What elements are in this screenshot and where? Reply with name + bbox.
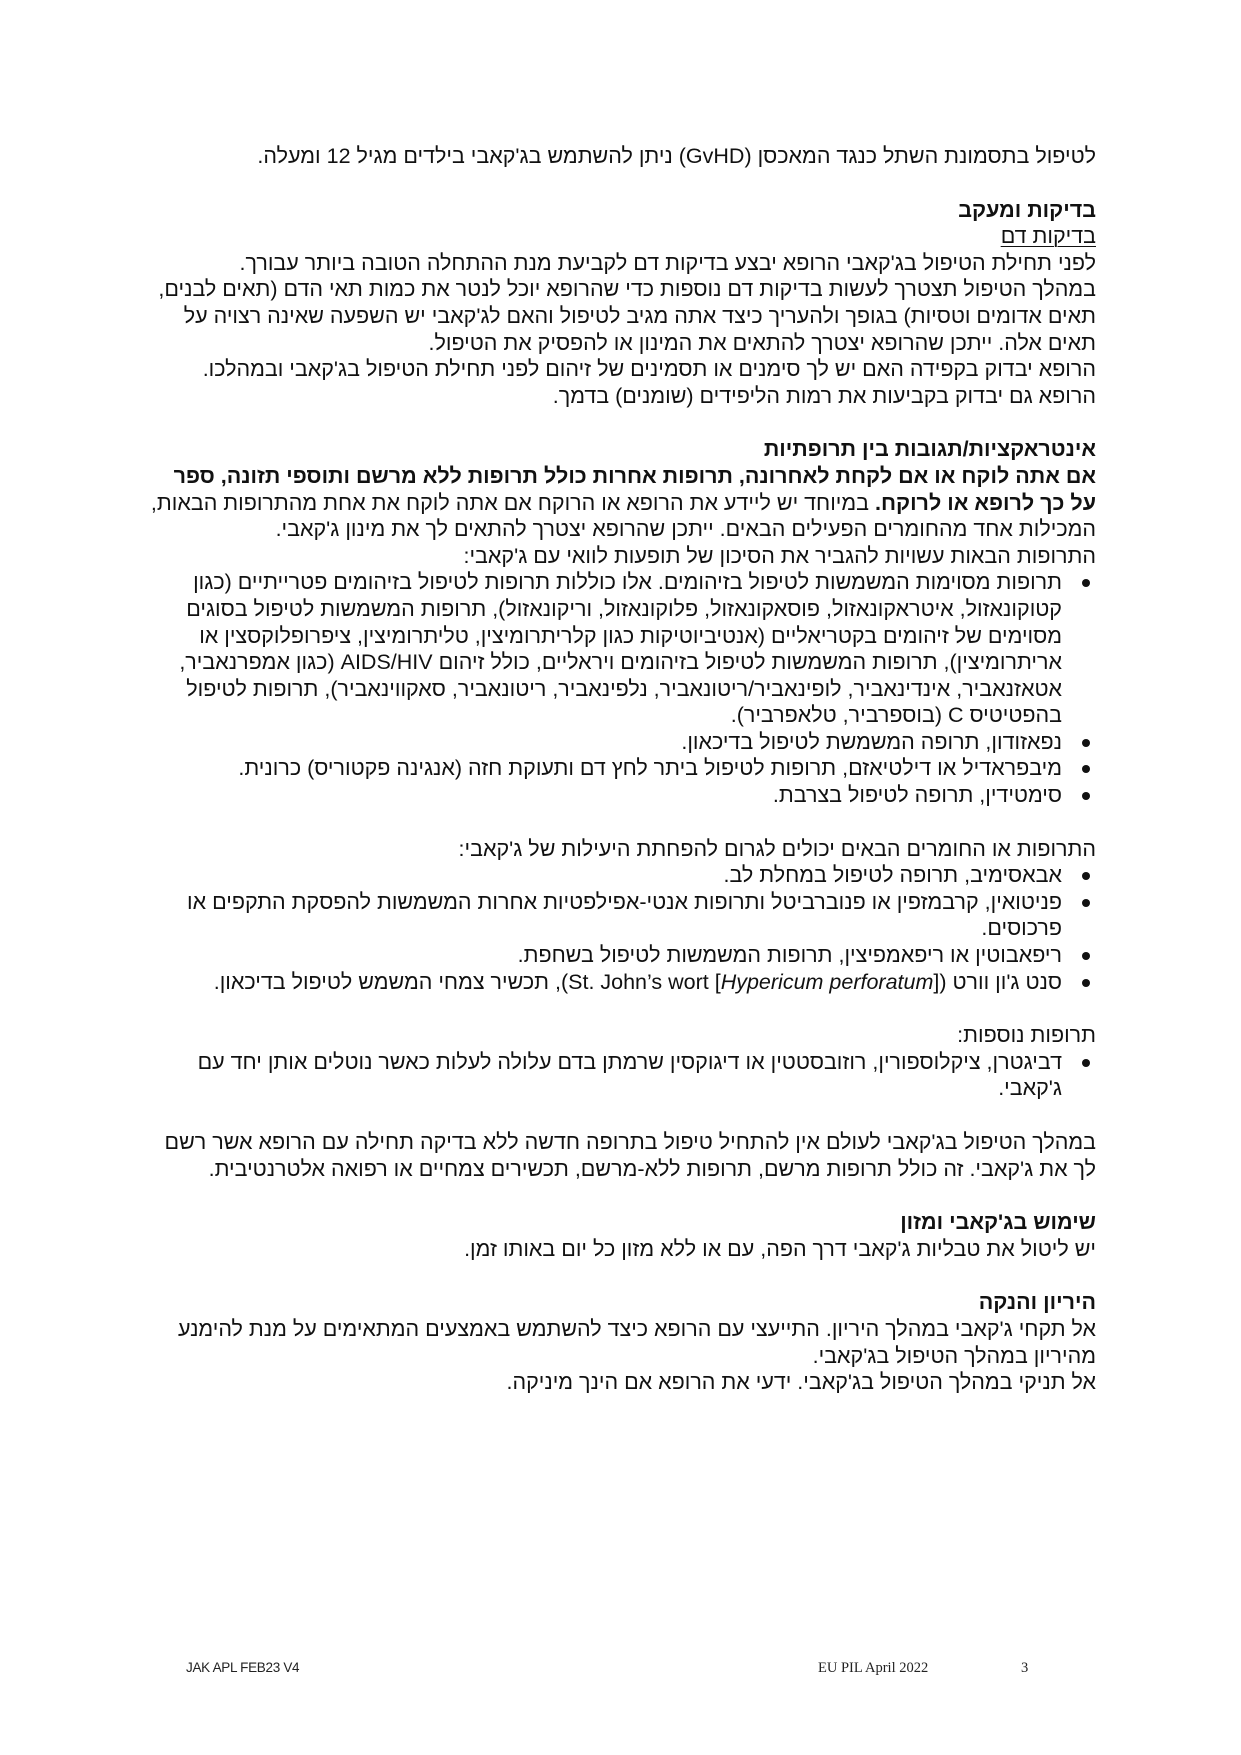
new-medication-warning: במהלך הטיפול בג'קאבי לעולם אין להתחיל טיפול בתרופה חדשה ללא בדיקה תחילה עם הרופא אשר רשם לך את ג'קאבי. זה כולל תרופות מרשם, תרופות ללא-מרשם, תכשירים צמחיים או רפואה אלטרנטיבית.: [164, 1130, 1096, 1181]
spacer: [150, 1102, 1096, 1129]
list-item: ריפאבוטין או ריפאמפיצין, תרופות המשמשות לטיפול בשחפת.: [150, 942, 1096, 969]
section-title-interactions: אינטראקציות/תגובות בין תרופתיות: [763, 437, 1096, 462]
document-page: [150, 143, 1096, 1396]
tests-paragraph-3: הרופא יבדוק בקפידה האם יש לך סימנים או תסמינים של זיהום לפני תחילת הטיפול בג'קאבי ובמהלכו. הרופא גם יבדוק בקביעות את רמות הליפידים (שומנים) בדמך.: [202, 357, 1096, 408]
footer-doc-code: JAK APL FEB23 V4: [186, 1660, 300, 1675]
list-item: סימטידין, תרופה לטיפול בצרבת.: [150, 782, 1096, 809]
list-item-st-johns-wort: [150, 969, 1096, 996]
pregnancy-paragraph-1: אל תקחי ג'קאבי במהלך היריון. התייעצי עם הרופא כיצד להשתמש באמצעים המתאימים על מנת להימנע מהיריון במהלך הטיפול בג'קאבי.: [177, 1316, 1096, 1368]
st-johns-before: סנט ג'ון וורט (: [939, 969, 1062, 994]
st-johns-latin-italic: Hypericum perforatum: [720, 969, 934, 994]
list-item: פניטואין, קרבמזפין או פנוברביטל ותרופות אנטי-אפילפטיות אחרות המשמשות להפסקת התקפים או פרכוסים.: [150, 889, 1096, 942]
st-johns-latin: [568, 970, 939, 994]
section-title-tests: בדיקות ומעקב: [958, 197, 1096, 222]
tests-section: [150, 197, 1096, 410]
footer-page-number: 3: [1021, 1660, 1029, 1676]
pregnancy-paragraph-2: אל תניקי במהלך הטיפול בג'קאבי. ידעי את הרופא אם הינך מיניקה.: [506, 1370, 1096, 1395]
gvhd-paragraph: לטיפול בתסמונת השתל כנגד המאכסן (GvHD) ניתן להשתמש בג'קאבי בילדים מגיל 12 ומעלה.: [257, 144, 1096, 168]
section-title-pregnancy: היריון והנקה: [978, 1290, 1096, 1315]
list-item: מיבפראדיל או דילטיאזם, תרופות לטיפול ביתר לחץ דם ותעוקת חזה (אנגינה פקטוריס) כרונית.: [150, 755, 1096, 782]
list-item: נפאזודון, תרופה המשמשת לטיפול בדיכאון.: [150, 729, 1096, 756]
page-footer: [0, 1660, 1241, 1684]
subsection-title-blood-tests: בדיקות דם: [1000, 224, 1096, 249]
food-section: [150, 1209, 1096, 1262]
interactions-intro-bold: אם אתה לוקח או אם לקחת לאחרונה, תרופות אחרות כולל תרופות ללא מרשם ותוספי תזונה, ספר על כך לרופא או לרוקח.: [173, 463, 1096, 515]
additional-heading: תרופות נוספות:: [957, 1023, 1096, 1048]
pregnancy-section: [150, 1289, 1096, 1395]
reduce-effect-list: [150, 862, 1096, 995]
st-johns-latin-close: ]: [933, 969, 940, 994]
list-item: אבאסימיב, תרופה לטיפול במחלת לב.: [150, 862, 1096, 889]
spacer: [150, 170, 1096, 197]
footer-version: EU PIL April 2022: [818, 1660, 929, 1676]
list-item: דביגטרן, ציקלוספורין, רוזובסטטין או דיגוקסין שרמתן בדם עלולה לעלות כאשר נוטלים אותן יחד עם ג'קאבי.: [150, 1049, 1096, 1102]
spacer: [150, 1182, 1096, 1209]
interactions-intro-rest: במיוחד יש ליידע את הרופא או הרוקח אם אתה לוקח את אחת מהתרופות הבאות, המכילות אחד מהחומרים הפעילים הבאים. ייתכן שהרופא יצטרך להתאים לך את מינון ג'קאבי.: [150, 490, 1096, 542]
section-title-food: שימוש בג'קאבי ומזון: [900, 1210, 1096, 1235]
reduce-effect-heading: התרופות או החומרים הבאים יכולים לגרום להפחתת היעילות של ג'קאבי:: [458, 836, 1096, 861]
food-paragraph: יש ליטול את טבליות ג'קאבי דרך הפה, עם או ללא מזון כל יום באותו זמן.: [464, 1236, 1096, 1261]
increase-risk-heading: התרופות הבאות עשויות להגביר את הסיכון של תופעות לוואי עם ג'קאבי:: [463, 543, 1096, 568]
list-item: תרופות מסוימות המשמשות לטיפול בזיהומים. אלו כוללות תרופות לטיפול בזיהומים פטרייתיים (כגון קטוקונאזול, איטראקונאזול, פוסאקונאזול, פלוקונאזול, וריקונאזול), תרופות המשמשות לטיפול בסוגים מסוימים של זיהומים בקטריאליים (אנטיביוטיקות כגון קלריתרומיצין, טליתרומיצין, ציפרופלוקסצין או אריתרומיצין), תרופות המשמשות לטיפול בזיהומים ויראליים, כולל זיהום AIDS/HIV (כגון אמפרנאביר, אטאזנאביר, אינדינאביר, לופינאביר/ריטונאביר, נלפינאביר, ריטונאביר, סאקווינאביר), תרופות לטיפול בהפטיטיס C (בוספרביר, טלאפרביר).: [150, 569, 1096, 729]
spacer: [150, 1262, 1096, 1289]
tests-paragraph-2: במהלך הטיפול תצטרך לעשות בדיקות דם נוספות כדי שהרופא יוכל לנטר את כמות תאי הדם (תאים לבנים, תאים אדומים וטסיות) בגופך ולהעריך כיצד אתה מגיב לטיפול והאם לג'קאבי יש השפעה שאינה רצויה על תאים אלה. ייתכן שהרופא יצטרך להתאים את המינון או להפסיק את הטיפול.: [158, 277, 1096, 355]
additional-list: [150, 1049, 1096, 1102]
st-johns-after: ), תכשיר צמחי המשמש לטיפול בדיכאון.: [213, 969, 569, 994]
spacer: [150, 809, 1096, 836]
spacer: [150, 409, 1096, 436]
spacer: [150, 995, 1096, 1022]
tests-paragraph-1: לפני תחילת הטיפול בג'קאבי הרופא יבצע בדיקות דם לקביעת מנת ההתחלה הטובה ביותר עבורך.: [239, 250, 1096, 275]
st-johns-latin-open: St. John’s wort [: [568, 969, 721, 994]
increase-risk-list: [150, 569, 1096, 808]
interactions-intro: [150, 463, 1096, 543]
interactions-section: [150, 436, 1096, 1182]
